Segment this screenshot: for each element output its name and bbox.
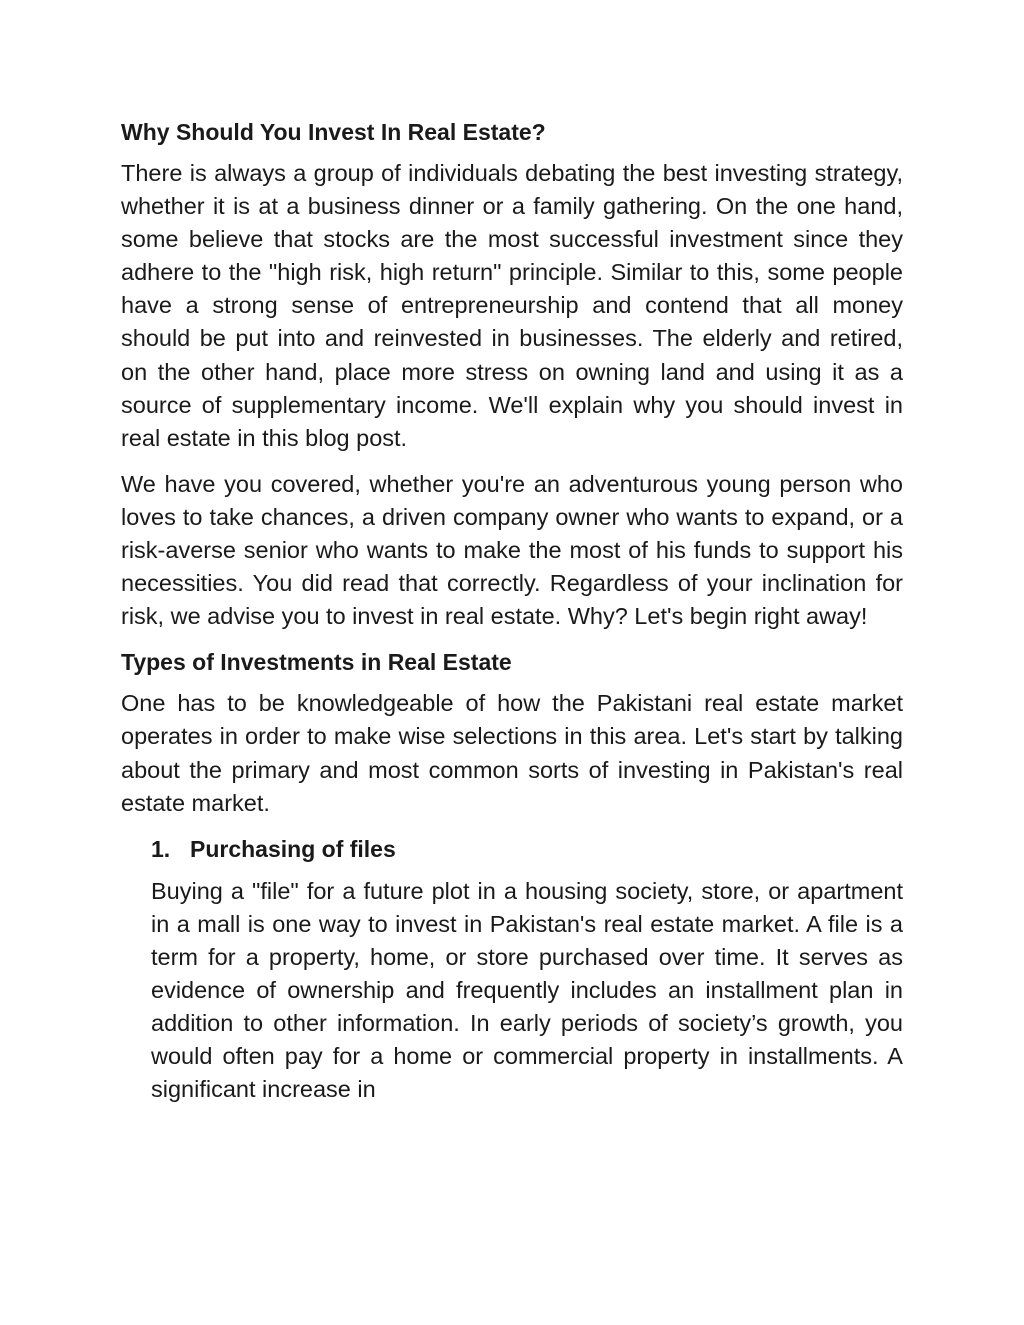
list-item-body: Buying a "file" for a future plot in a housing society, store, or apartment in a mall is one way to invest in Pakistan's real estate market. A file is a term for a property, home, or store purchased over time. It serves as evidence of ownership and frequently includes an installment plan in addition to other information. In early periods of society’s growth, you would often pay for a home or commercial property in installments. A significant increase in (151, 877, 903, 1103)
list-item-title: Purchasing of files (190, 835, 396, 862)
list-item-number: 1. (151, 835, 171, 862)
market-paragraph: One has to be knowledgeable of how the Pakistani real estate market operates in order to make wise selections in this area. Let's start by talking about the primary and most common sorts of investing in Pakistan's real estate market. (121, 690, 903, 816)
audience-paragraph: We have you covered, whether you're an adventurous young person who loves to take chances, a driven company owner who wants to expand, or a risk-averse senior who wants to make the most of his funds to support his necessities. You did read that correctly. Regardless of your inclination for risk, we advise you to invest in real estate. Why? Let's begin right away! (121, 470, 903, 630)
section-heading-why-invest: Why Should You Invest In Real Estate? (121, 119, 546, 145)
section-heading-investment-types: Types of Investments in Real Estate (121, 649, 512, 676)
list-item (151, 833, 903, 1107)
intro-paragraph: There is always a group of individuals debating the best investing strategy, whether it is at a business dinner or a family gathering. On the one hand, some believe that stocks are the most successful investment since they adhere to the "high risk, high return" principle. Similar to this, some people have a strong sense of entrepreneurship and contend that all money should be put into and reinvested in businesses. The elderly and retired, on the other hand, place more stress on owning land and using it as a source of supplementary income. We'll explain why you should invest in real estate in this blog post. (121, 160, 903, 451)
document-page (121, 116, 903, 1106)
list-item-heading (151, 833, 903, 866)
